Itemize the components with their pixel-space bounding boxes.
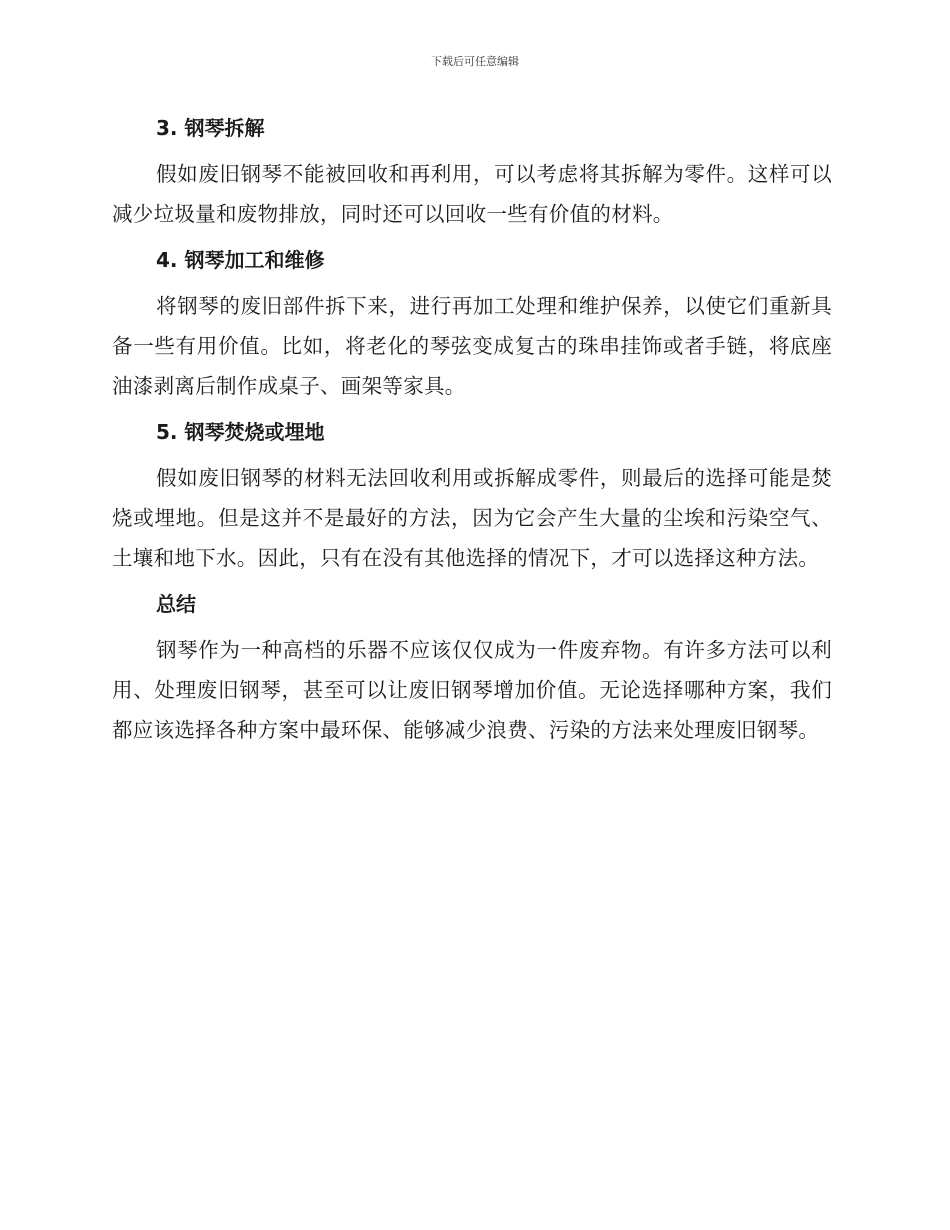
section-heading-piano-processing-repair: 4. 钢琴加工和维修	[156, 248, 325, 272]
section-paragraph-piano-processing-repair: 将钢琴的废旧部件拆下来，进行再加工处理和维护保养，以使它们重新具备一些有用价值。比如，将老化的琴弦变成复古的珠串挂饰或者手链，将底座油漆剥离后制作成桌子、画架等家具。	[112, 294, 832, 398]
document-body	[112, 108, 832, 756]
section-heading-summary: 总结	[156, 592, 196, 616]
page-header: 下载后可任意编辑	[431, 55, 519, 68]
section-heading-piano-disassembly: 3. 钢琴拆解	[156, 116, 265, 140]
section-heading-piano-incineration-burial: 5. 钢琴焚烧或埋地	[156, 420, 325, 444]
section-paragraph-summary: 钢琴作为一种高档的乐器不应该仅仅成为一件废弃物。有许多方法可以利用、处理废旧钢琴，甚至可以让废旧钢琴增加价值。无论选择哪种方案，我们都应该选择各种方案中最环保、能够减少浪费、污染的方法来处理废旧钢琴。	[112, 638, 832, 742]
section-paragraph-piano-disassembly: 假如废旧钢琴不能被回收和再利用，可以考虑将其拆解为零件。这样可以减少垃圾量和废物排放，同时还可以回收一些有价值的材料。	[112, 162, 832, 226]
section-paragraph-piano-incineration-burial: 假如废旧钢琴的材料无法回收利用或拆解成零件，则最后的选择可能是焚烧或埋地。但是这并不是最好的方法，因为它会产生大量的尘埃和污染空气、土壤和地下水。因此，只有在没有其他选择的情况下，才可以选择这种方法。	[112, 466, 832, 570]
